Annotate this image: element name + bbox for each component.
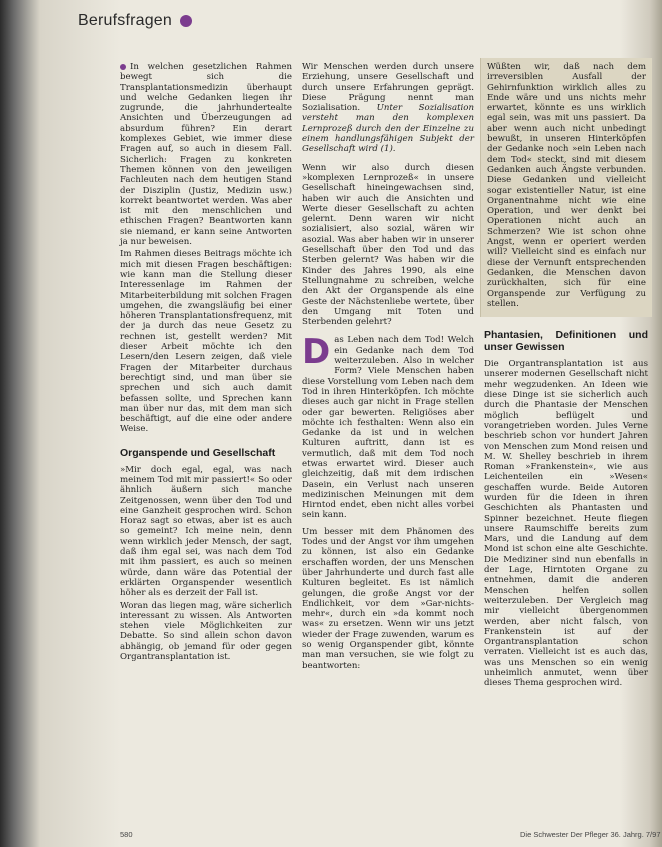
bullet-icon: [120, 64, 126, 70]
box-text: Wüßten wir, daß nach dem irreversiblen Ausfall der Gehirnfunktion wirklich alles zu Ende wäre und uns nichts mehr erwartet, könnte es uns wirklich egal sein, was mit uns passiert. Da aber wenn auch nicht unbedingt bewußt, in unseren Hinterköpfen der Gedanke noch »ein Leben nach dem Tod« steckt, sind mit diesem Gedanken auch Ängste verbunden. Diese Gedanken und vielleicht sogar existentieller Natur, ist eine Organentnahme nicht wie eine Operation, und wer denkt bei Operationen nicht auch an Schmerzen? Wie ist schon ohne Angst, wenn er operiert werden will? Vielleicht sind es einfach nur diese der Vernunft entsprechenden Gedanken, die Menschen davon zurückhalten, sich für eine Organspende zur Verfügung zu stellen.: [487, 62, 646, 309]
column-2: [302, 62, 474, 673]
paragraph: Woran das liegen mag, wäre sicherlich interessant zu wissen. Als Antworten stehen viele Möglichkeiten zur Debatte. So sind allein schon davon abhängig, ob jemand für oder gegen Organtransplantation ist.: [120, 600, 292, 663]
drop-cap: D: [302, 332, 331, 373]
section-header: [78, 12, 192, 30]
paragraph: In welchen gesetzlichen Rahmen bewegt sich die Transplantationsmedizin überhaupt und welche Gedanken liegen ihr zugrunde, die jahrhundertealte Ansichten und Überzeugungen ad absurdum führen? Ein derart komplexes Gebiet, wie immer diese Fragen auf, so auch in diesem Fall. Sicherlich: Fragen zu konkreten Themen können von den jeweiligen Fachleuten nach dem heutigen Stand der Disziplin (Justiz, Medizin usw.) korrekt beantwortet werden. Was aber ist mit den menschlichen und ethischen Fragen? Beantworten kann sie niemand, er kann seine Antworten ja nur beweisen.: [120, 62, 292, 248]
subheading-organspende: Organspende und Gesellschaft: [120, 446, 276, 459]
paragraph: Um besser mit dem Phänomen des Todes und der Angst vor ihm umgehen zu können, ist also ein Gedanke erschaffen worden, der uns Menschen über Jahrhunderte und durch fast alle Kulturen begleitet. Es ist nämlich gelungen, die große Angst vor der Endlichkeit, vor dem »Gar-nichts-mehr«, durch ein »da kommt noch was« zu ersetzen. Wenn wir uns jetzt wieder der Frage zuwenden, warum es so wenig Organspender gibt, könnte man man versuchen, sie wie folgt zu beantworten:: [302, 526, 474, 671]
column-3: [484, 62, 648, 691]
paragraph: »Mir doch egal, egal, was nach meinem Tod mit mir passiert!« So oder ähnlich äußern sich manche Zeitgenossen, wenn über den Tod und eine Ganzheit gesprochen wird. Schon Horaz sagt so etwas, aber ist es auch so gemeint? Ich meine nein, denn wenn wirklich jeder Mensch, der sagt, daß ihm egal sei, was nach dem Tod mit ihm passiert, es auch so meinen würde, dann wäre das Potential der erklärten Organspender wesentlich höher als es derzeit der Fall ist.: [120, 464, 292, 599]
subheading-phantasien: Phantasien, Definitionen und unser Gewissen: [484, 329, 648, 354]
paragraph: Im Rahmen dieses Beitrags möchte ich mich mit diesen Fragen beschäftigen: wie kann man die Stellung dieser Interessenlage im Rahmen der Mitarbeiterbildung mit solchen Fragen umgehen, die zwangsläufig bei einer höheren Transplantationsfrequenz, mit der ja durch das neue Gesetz zu rechnen ist, gestellt werden? Mit dieser Arbeit möchte ich den Lesern/den Lesern zeigen, daß viele Fragen der Mitarbeiter durchaus berechtigt sind, und man über sie sprechen und sich auch damit befassen sollte, und Sprechen kann man über nur das, mit dem man sich beschäftigt, auf die eine oder andere Weise.: [120, 249, 292, 435]
page-number: 580: [120, 830, 133, 839]
column-1: [120, 62, 292, 664]
journal-footer: Die Schwester Der Pfleger 36. Jahrg. 7/97: [520, 830, 661, 839]
purple-dot-icon: [180, 15, 192, 27]
section-title: Berufsfragen: [78, 12, 173, 29]
paragraph: Wir Menschen werden durch unsere Erziehung, unsere Gesellschaft und durch unsere Erfahrungen geprägt. Diese Prägung nennt man Sozialisation. Unter Sozialisation versteht man den komplexen Lernprozeß durch den der Einzelne zu einem handlungsfähigen Subjekt der Gesellschaft wird (1).: [302, 62, 474, 155]
highlight-box: [480, 58, 652, 317]
paragraph-with-dropcap: Das Leben nach dem Tod! Welch ein Gedanke nach dem Tod weiterzuleben. Also in welcher Form? Viele Menschen haben diese Vorstellung vom Leben nach dem Tod in ihren Hinterköpfen. Ich möchte dieses auch gar nicht in Frage stellen oder gar bewerten. Religiöses aber möchte ich festhalten: Wenn also ein Gedanke da ist und in welchen Kulturen auftritt, dann ist es vermutlich, daß mit dem Tod noch etwas erwartet wird. Dieser auch gleichzeitig, daß mit dem irdischen Dasein, ein Verlust nach unseren medizinischen Meinungen mit dem Hirntod endet, eben nicht alles vorbei sein kann.: [302, 332, 474, 521]
paragraph: Wenn wir also durch diesen »komplexen Lernprozeß« in unsere Gesellschaft hineingewachsen sind, haben wir auch die Ansichten und Werte dieser Gesellschaft zu achten gelernt. Denn waren wir nicht sozialisiert, also sozial, wären wir asozial. Was aber haben wir in unserer Gesellschaft über den Tod und das Sterben gelernt? Was haben wir die Kinder des Jahres 1990, als eine Stellungnahme zu schreiben, welche den Akt der Organspende als eine Geste der Nächstenliebe wertete, über den Umgang mit Toten und Sterbenden gelehrt?: [302, 162, 474, 328]
paragraph: Die Organtransplantation ist aus unserer modernen Gesellschaft nicht mehr wegzudenken. An Ideen wie diese Dinge ist sie sicherlich auch durch die Phantasie der Menschen möglich beflügelt und vorangetrieben worden. Jules Verne beschrieb schon vor hundert Jahren von Menschen zum Mond reisen und M. W. Shelley beschrieb in ihrem Roman »Frankenstein«, wie aus Leichenteilen ein »Wesen« geschaffen wurde. Beide Autoren wurden für die Ideen in ihren Geschichten als Phantasten und Spinner bezeichnet. Heute fliegen unsere Raumschiffe bereits zum Mars, und die Landung auf dem Mond ist schon eine alte Geschichte. Die Mediziner sind nun ebenfalls in der Lage, Hirntoten Organe zu entnehmen, damit die anderen Menschen helfen sollen weiterzuleben. Der Vergleich mag mir vielleicht übergenommen werden, aber nicht falsch, von Frankenstein ist auf der Organtransplantation schon verraten. Vielleicht ist es auch das, was uns Menschen so ein wenig unheimlich anmutet, wenn über dieses Thema gesprochen wird.: [484, 359, 648, 689]
